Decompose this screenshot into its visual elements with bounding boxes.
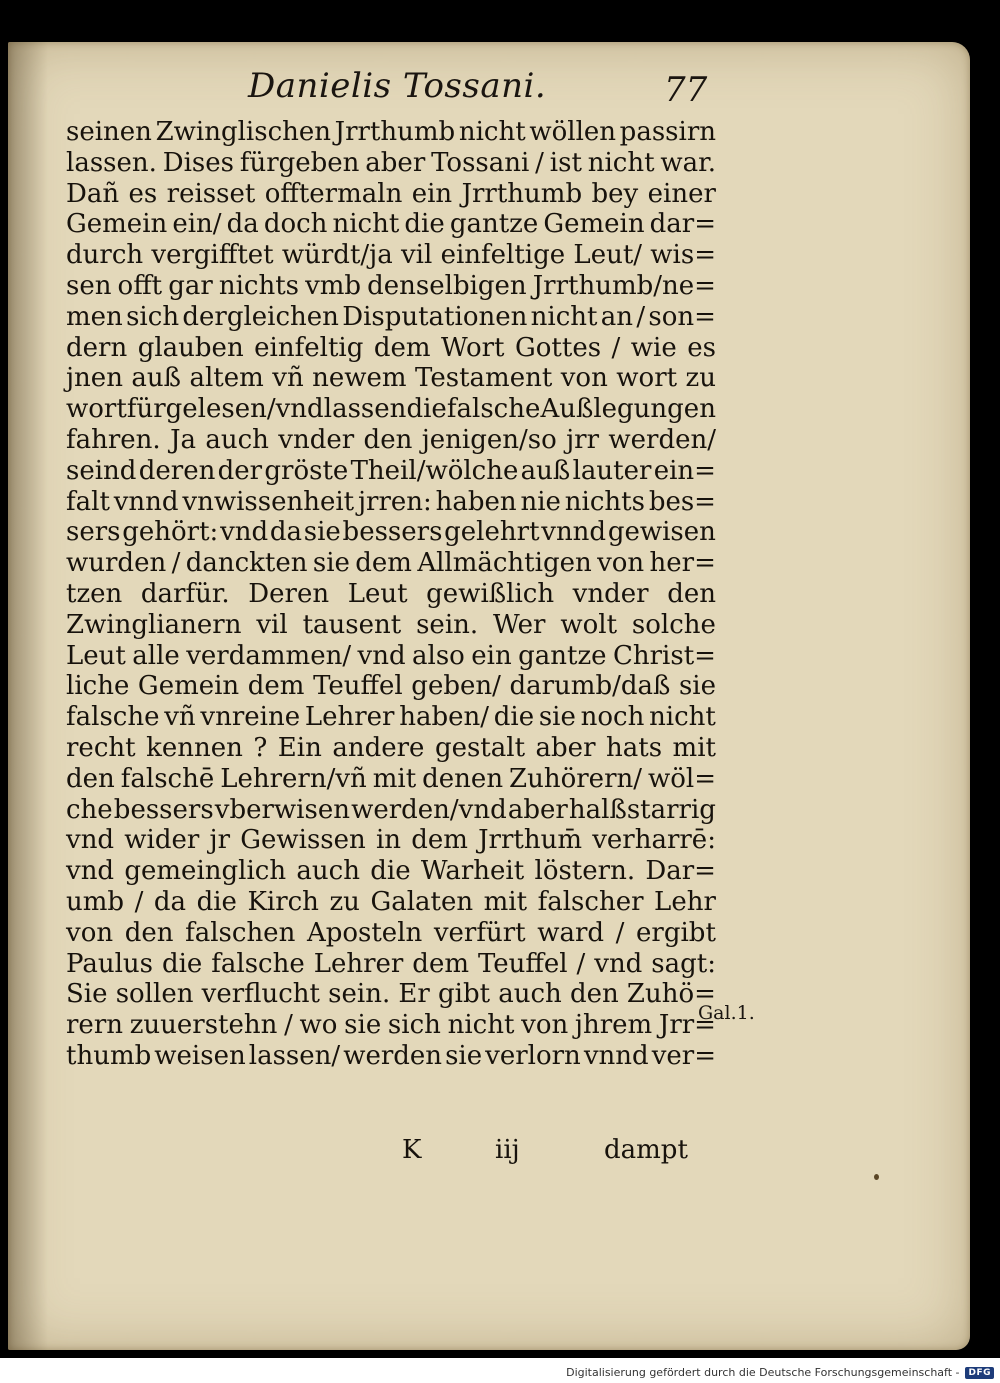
catchword: dampt	[604, 1135, 688, 1165]
text-line: wort fürgelesen/vnd lassen die falsche Außlegungen	[66, 394, 716, 425]
text-line: Leut alle verdammen/ vnd also ein gantze Christ=	[66, 640, 716, 671]
page-number: 77	[664, 70, 708, 110]
gutter-shadow	[8, 42, 48, 1350]
margin-note: Gal.1.	[698, 1002, 755, 1024]
text-line: rern zuuerstehn / wo sie sich nicht von jhrem Jrr=	[66, 1010, 716, 1041]
signature-mark: K	[402, 1135, 422, 1165]
text-line: vnd wider jr Gewissen in dem Jrrthum̄ verharrē:	[66, 825, 716, 856]
text-line: sen offt gar nichts vmb denselbigen Jrrthumb/ne=	[66, 270, 716, 301]
text-line: durch vergifftet würdt/ja vil einfeltige Leut/ wis=	[66, 240, 716, 271]
text-line: dern glauben einfeltig dem Wort Gottes / wie es	[66, 332, 716, 363]
text-line: Paulus die falsche Lehrer dem Teuffel / vnd sagt:	[66, 948, 716, 979]
text-line: Sie sollen verflucht sein. Er gibt auch den Zuhö=	[66, 979, 716, 1010]
text-line: Dañ es reisset offtermaln ein Jrrthumb bey einer	[66, 178, 716, 209]
text-line: von den falschen Aposteln verfürt ward / ergibt	[66, 917, 716, 948]
dfg-logo: DFG	[965, 1367, 994, 1379]
text-line: falsche vñ vnreine Lehrer haben/ die sie noch nicht	[66, 702, 716, 733]
text-line: jnen auß altem vñ newem Testament von wort zu	[66, 363, 716, 394]
text-line: men sich dergleichen Disputationen nicht an / son=	[66, 301, 716, 332]
body-text	[66, 117, 716, 1072]
text-line: falt vnnd vnwissenheit jrren: haben nie nichts bes=	[66, 486, 716, 517]
text-line: Zwinglianern vil tausent sein. Wer wolt solche	[66, 609, 716, 640]
text-line: seinen Zwinglischen Jrrthumb nicht wöllen passirn	[66, 117, 716, 147]
running-head: Danielis Tossani.	[248, 66, 547, 106]
ink-speck	[874, 1174, 879, 1180]
text-line: Gemein ein/ da doch nicht die gantze Gemein dar=	[66, 209, 716, 240]
text-line: den falschē Lehrern/vñ mit denen Zuhörern/ wöl=	[66, 763, 716, 794]
text-line: thumb weisen lassen/ werden sie verlorn vnnd ver=	[66, 1040, 716, 1071]
text-line: seind deren der gröste Theil/wölche auß lauter ein=	[66, 455, 716, 486]
text-line: recht kennen ? Ein andere gestalt aber hats mit	[66, 732, 716, 763]
text-line: wurden / danckten sie dem Allmächtigen von her=	[66, 548, 716, 579]
footer-text: Digitalisierung gefördert durch die Deutsche Forschungsgemeinschaft -	[566, 1366, 960, 1379]
text-line: vnd gemeinglich auch die Warheit lӧstern. Dar=	[66, 856, 716, 887]
text-line: umb / da die Kirch zu Galaten mit falscher Lehr	[66, 886, 716, 917]
text-line: fahren. Ja auch vnder den jenigen/so jrr werden/	[66, 424, 716, 455]
text-line: liche Gemein dem Teuffel geben/ darumb/daß sie	[66, 671, 716, 702]
text-line: lassen. Dises fürgeben aber Tossani / ist nicht war.	[66, 147, 716, 178]
text-line: che bessers vberwisen werden/vnd aber halßstarrig	[66, 794, 716, 825]
text-line: sers gehört: vnd da sie bessers gelehrt vnnd gewisen	[66, 517, 716, 548]
signature-number: iij	[495, 1135, 520, 1165]
footer	[566, 1366, 994, 1379]
text-line: tzen darfür. Deren Leut gewißlich vnder den	[66, 578, 716, 609]
